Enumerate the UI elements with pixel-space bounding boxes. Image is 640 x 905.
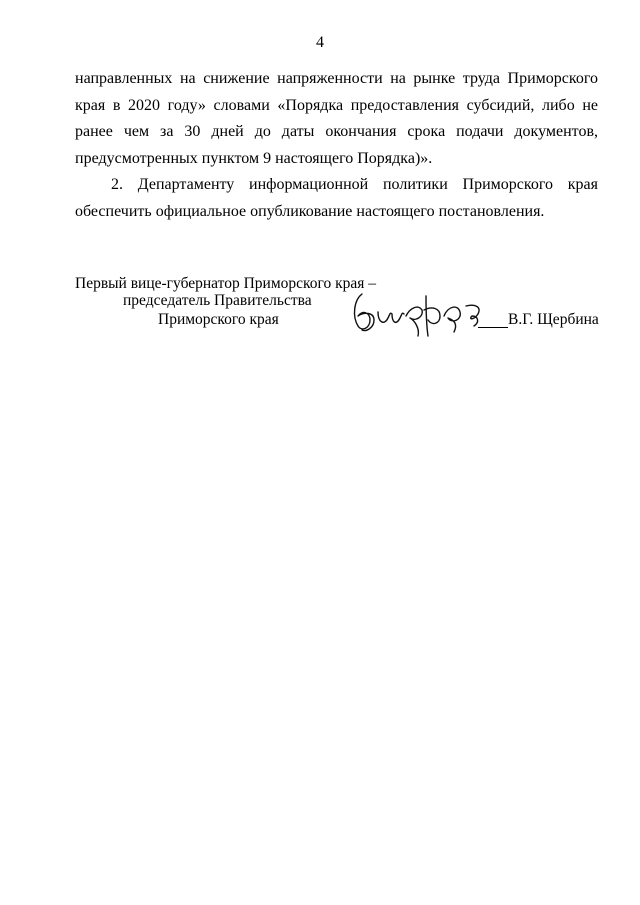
signatory-title-line3: Приморского края [158, 311, 279, 328]
signatory-title-line1: Первый вице-губернатор Приморского края – [75, 275, 377, 292]
handwritten-signature [348, 286, 488, 342]
signature-underline [478, 327, 508, 328]
page-number: 4 [316, 34, 324, 51]
paragraph-continuation: направленных на снижение напряженности на рынке труда Приморского края в 2020 году» словами «Порядка предоставления субсидий, либо не ранее чем за 30 дней до даты окончания срока подачи документов, предусмотренных пунктом 9 настоящего Порядка)». [75, 70, 598, 167]
paragraph-item-2: 2. Департаменту информационной политики Приморского края обеспечить официальное опубликование настоящего постановления. [75, 176, 598, 220]
signatory-title-line2: председатель Правительства [123, 292, 312, 309]
document-body [75, 66, 598, 225]
signatory-name: В.Г. Щербина [508, 311, 599, 328]
